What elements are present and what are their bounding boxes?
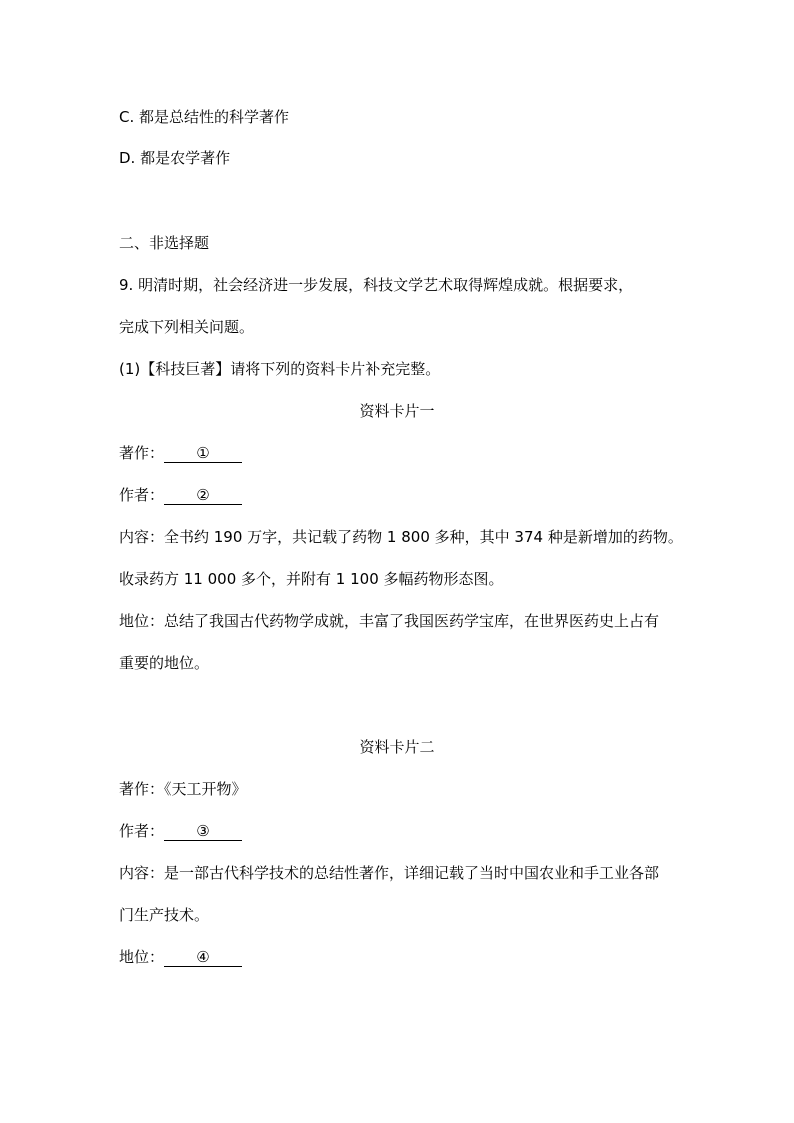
card-1-title: 资料卡片一 — [359, 402, 435, 420]
option-d: D. 都是农学著作 — [119, 149, 231, 167]
card-1-author-label: 作者： — [119, 486, 165, 504]
card-2-work: 著作：《天工开物》 — [119, 780, 247, 798]
card-2-content-line-2: 门生产技术。 — [119, 906, 210, 924]
card-1-work-label: 著作： — [119, 444, 165, 462]
card-2-title: 资料卡片二 — [359, 738, 435, 756]
card-1-author-blank: ② — [164, 486, 242, 505]
card-1-content-line-2: 收录药方 11 000 多个，并附有 1 100 多幅药物形态图。 — [119, 570, 504, 588]
card-2-content-line-1: 内容：是一部古代科学技术的总结性著作，详细记载了当时中国农业和手工业各部 — [119, 864, 660, 882]
card-1-work-blank: ① — [164, 444, 242, 463]
card-1-author-row — [119, 485, 242, 505]
card-2-author-row — [119, 821, 242, 841]
card-2-status-row — [119, 947, 242, 967]
card-1-status-line-2: 重要的地位。 — [119, 654, 210, 672]
card-2-status-blank: ④ — [164, 948, 242, 967]
question-9-line-2: 完成下列相关问题。 — [119, 318, 255, 336]
section-title: 二、非选择题 — [119, 234, 210, 252]
card-1-content-line-1: 内容：全书约 190 万字，共记载了药物 1 800 多种，其中 374 种是新增加的药物。 — [119, 528, 683, 546]
question-9-line-1: 9. 明清时期，社会经济进一步发展，科技文学艺术取得辉煌成就。根据要求， — [119, 276, 634, 294]
option-c: C. 都是总结性的科学著作 — [119, 108, 290, 126]
card-2-author-blank: ③ — [164, 822, 242, 841]
card-1-work-row — [119, 443, 242, 463]
question-9-part-1: (1)【科技巨著】请将下列的资料卡片补充完整。 — [119, 360, 441, 378]
card-1-status-line-1: 地位：总结了我国古代药物学成就，丰富了我国医药学宝库，在世界医药史上占有 — [119, 612, 660, 630]
card-2-status-label: 地位： — [119, 948, 165, 966]
card-2-author-label: 作者： — [119, 822, 165, 840]
